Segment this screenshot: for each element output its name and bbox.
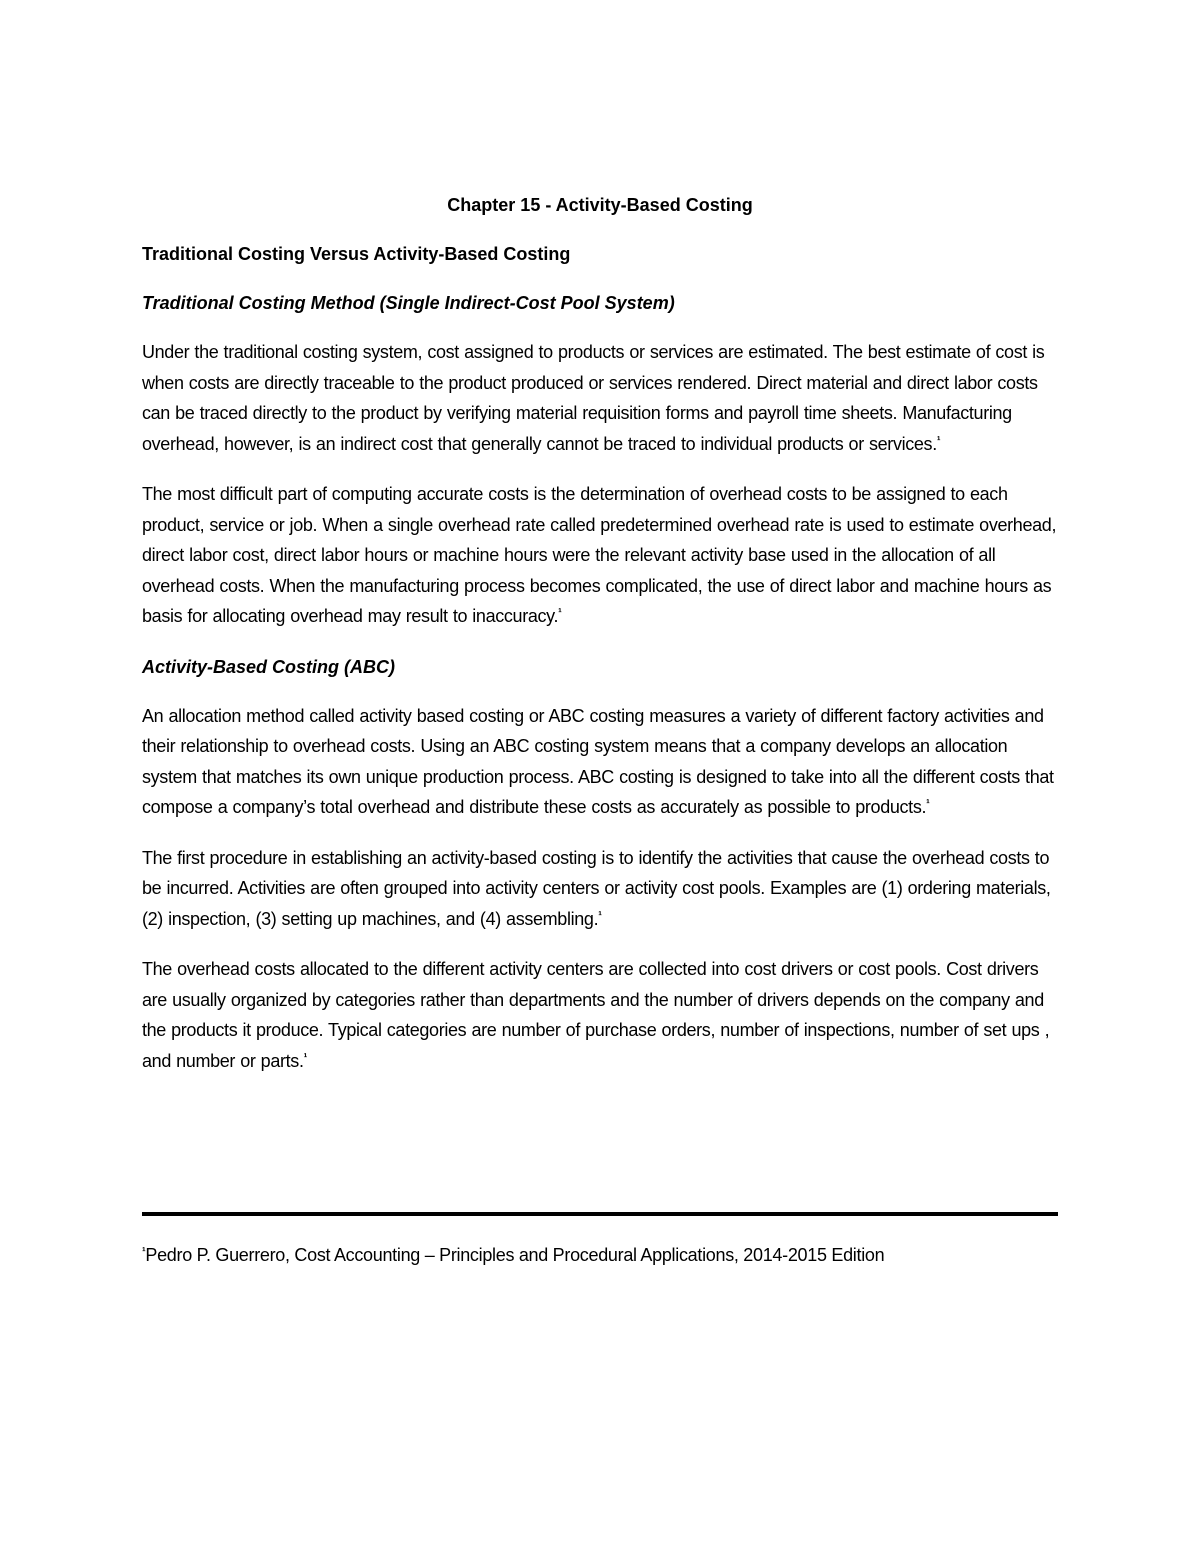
paragraph: [142, 479, 1058, 632]
footnote-separator: [142, 1212, 1058, 1216]
footnote: [142, 1240, 1058, 1270]
document-page: [142, 190, 1058, 1096]
paragraph-text: Under the traditional costing system, cost assigned to products or services are estimated. The best estimate of cost is when costs are directly traceable to the product produced or services rendered. Direct material and direct labor costs can be traced directly to the product by verifying material requisition forms and payroll time sheets. Manufacturing overhead, however, is an indirect cost that generally cannot be traced to individual products or services.: [142, 342, 1045, 454]
chapter-title: Chapter 15 - Activity-Based Costing: [447, 195, 753, 215]
footnote-reference: ¹: [558, 607, 562, 619]
paragraph: [142, 843, 1058, 935]
paragraph-text: An allocation method called activity based costing or ABC costing measures a variety of different factory activities and their relationship to overhead costs. Using an ABC costing system means that a company develops an allocation system that matches its own unique production process. ABC costing is designed to take into all the different costs that compose a company’s total overhead and distribute these costs as accurately as possible to products.: [142, 705, 1054, 817]
paragraph-text: The overhead costs allocated to the different activity centers are collected into cost drivers or cost pools. Cost drivers are usually organized by categories rather than departments and the number of drivers depends on the company and the products it produce. Typical categories are number of purchase orders, number of inspections, number of set ups , and number or parts.: [142, 959, 1050, 1071]
paragraph: [142, 701, 1058, 823]
footnote-reference: ¹: [936, 434, 941, 447]
footnote-reference: ¹: [598, 909, 602, 922]
paragraph: [142, 954, 1058, 1076]
subsection-heading-abc: Activity-Based Costing (ABC): [142, 656, 396, 677]
paragraph: [142, 337, 1058, 459]
footnote-reference: ¹: [303, 1051, 307, 1064]
paragraph-text: The most difficult part of computing accurate costs is the determination of overhead costs to be assigned to each product, service or job. When a single overhead rate called predetermined overhead rate is used to estimate overhead, direct labor cost, direct labor hours or machine hours were the relevant activity base used in the allocation of all overhead costs. When the manufacturing process becomes complicated, the use of direct labor and machine hours as basis for allocating overhead may result to inaccuracy.: [142, 484, 1057, 626]
footnote-marker: ¹: [142, 1246, 146, 1258]
footnote-text: Pedro P. Guerrero, Cost Accounting – Principles and Procedural Applications, 2014-2015 Edition: [145, 1245, 885, 1265]
footnote-reference: ¹: [926, 798, 930, 810]
paragraph-text: The first procedure in establishing an activity-based costing is to identify the activities that cause the overhead costs to be incurred. Activities are often grouped into activity centers or activity cost pools. Examples are (1) ordering materials, (2) inspection, (3) setting up machines, and (4) assembling.: [142, 847, 1051, 929]
subsection-heading-traditional: Traditional Costing Method (Single Indirect-Cost Pool System): [142, 293, 675, 313]
section-heading: Traditional Costing Versus Activity-Based Costing: [142, 244, 571, 264]
